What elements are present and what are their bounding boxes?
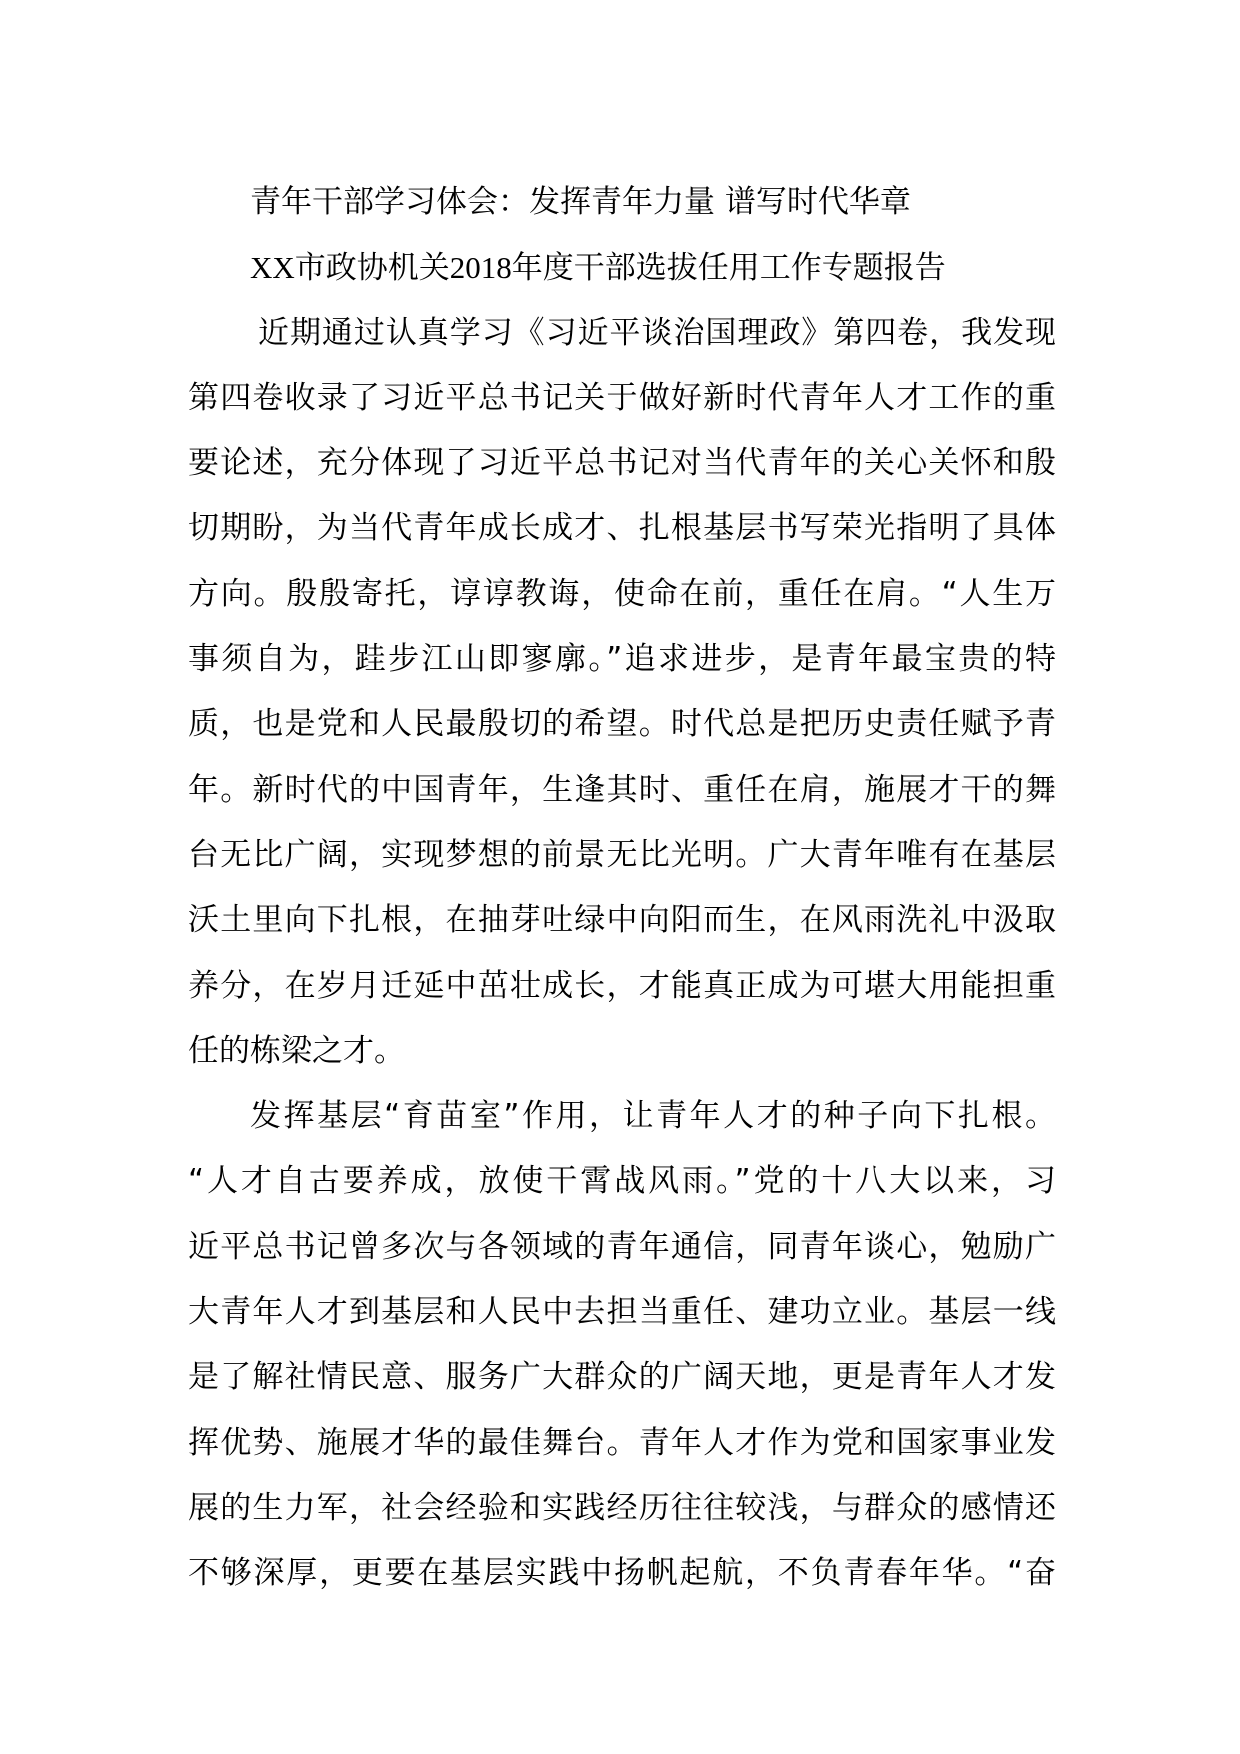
paragraph-line: “人才自古要养成，放使干霄战风雨。”党的十八大以来，习 [188,1163,1056,1200]
paragraph-line: 是了解社情民意、服务广大群众的广阔天地，更是青年人才发 [188,1359,1056,1396]
paragraph-line: 近平总书记曾多次与各领域的青年通信，同青年谈心，勉励广 [188,1228,1056,1265]
paragraph-line: 大青年人才到基层和人民中去担当重任、建功立业。基层一线 [188,1294,1056,1331]
paragraph-line: 任的栋梁之才。 [188,1032,405,1069]
paragraph-1 [188,301,1056,1085]
paragraph-line: 沃土里向下扎根，在抽芽吐绿中向阳而生，在风雨洗礼中汲取 [188,902,1056,939]
paragraph-line: 近期通过认真学习《习近平谈治国理政》第四卷，我发现 [258,314,1056,351]
paragraph-line: 第四卷收录了习近平总书记关于做好新时代青年人才工作的重 [188,379,1056,416]
paragraph-line: 发挥基层“育苗室”作用，让青年人才的种子向下扎根。 [250,1098,1056,1135]
document-body [188,170,1056,1607]
paragraph-line: 事须自为，跬步江山即寥廓。”追求进步，是青年最宝贵的特 [188,641,1056,678]
paragraph-line: 年。新时代的中国青年，生逢其时、重任在肩，施展才干的舞 [188,771,1056,808]
paragraph-line: 切期盼，为当代青年成长成才、扎根基层书写荣光指明了具体 [188,510,1056,547]
document-title: 青年干部学习体会：发挥青年力量 谱写时代华章 [250,184,911,220]
document-subtitle: XX市政协机关2018年度干部选拔任用工作专题报告 [250,250,946,286]
paragraph-line: 方向。殷殷寄托，谆谆教诲，使命在前，重任在肩。“人生万 [188,575,1056,612]
paragraph-line: 挥优势、施展才华的最佳舞台。青年人才作为党和国家事业发 [188,1424,1056,1461]
paragraph-line: 质，也是党和人民最殷切的希望。时代总是把历史责任赋予青 [188,706,1056,743]
paragraph-line: 要论述，充分体现了习近平总书记对当代青年的关心关怀和殷 [188,445,1056,482]
paragraph-line: 养分，在岁月迁延中茁壮成长，才能真正成为可堪大用能担重 [188,967,1056,1004]
paragraph-line: 展的生力军，社会经验和实践经历往往较浅，与群众的感情还 [188,1489,1056,1526]
paragraph-line: 台无比广阔，实现梦想的前景无比光明。广大青年唯有在基层 [188,836,1056,873]
paragraph-line: 不够深厚，更要在基层实践中扬帆起航，不负青春年华。“奋 [188,1555,1056,1592]
paragraph-2 [188,1084,1056,1606]
